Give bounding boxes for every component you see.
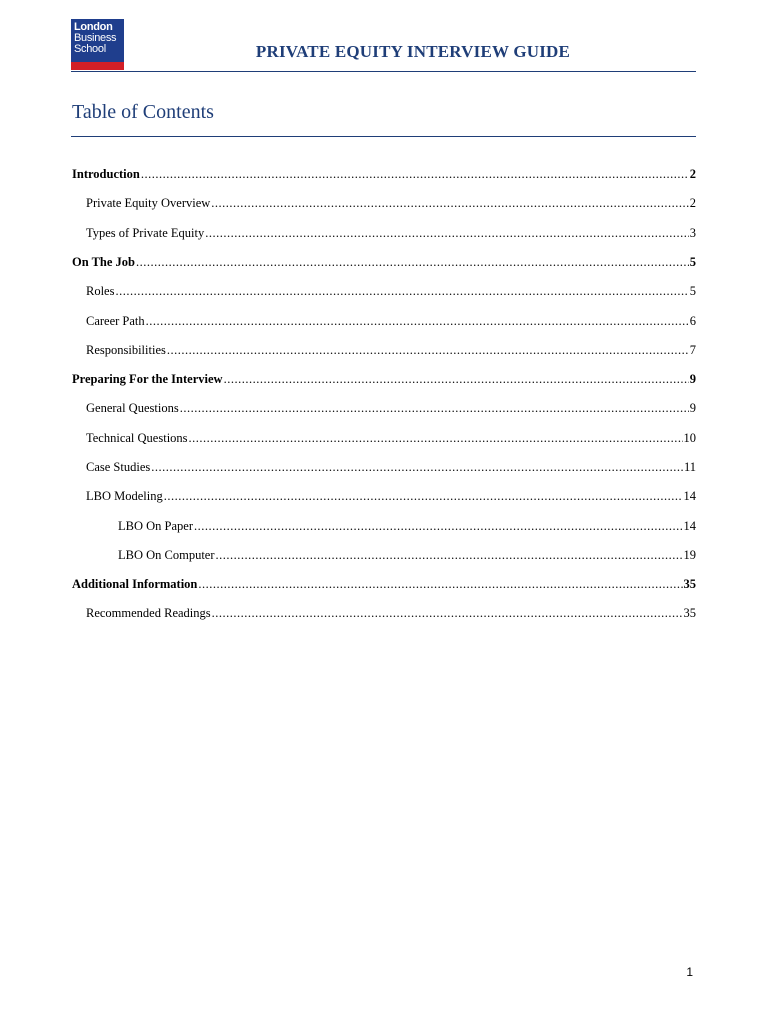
toc-dot-leader (180, 400, 689, 416)
toc-entry-recommended-readings[interactable] (86, 605, 696, 621)
toc-dot-leader (205, 225, 689, 241)
page-number: 1 (686, 965, 693, 979)
toc-entry-page: 14 (683, 519, 696, 533)
toc-entry-page: 9 (689, 372, 696, 386)
toc-entry-case-studies[interactable] (86, 459, 696, 475)
toc-entry-page: 5 (689, 284, 696, 298)
toc-dot-leader (146, 313, 689, 329)
toc-entry-page: 2 (689, 167, 696, 181)
toc-entry-label: LBO Modeling (86, 489, 163, 503)
toc-heading: Table of Contents (72, 101, 214, 123)
toc-dot-leader (151, 459, 683, 475)
london-business-school-logo (71, 19, 124, 70)
toc-entry-page: 11 (683, 460, 696, 474)
toc-entry-lbo-modeling[interactable] (86, 488, 696, 504)
toc-entry-page: 6 (689, 314, 696, 328)
toc-entry-responsibilities[interactable] (86, 342, 696, 358)
toc-dot-leader (136, 254, 689, 270)
document-header-title: PRIVATE EQUITY INTERVIEW GUIDE (255, 42, 571, 61)
toc-entry-preparing-for-the-interview[interactable] (72, 371, 696, 387)
toc-entry-page: 35 (683, 577, 696, 591)
toc-entry-page: 19 (683, 548, 696, 562)
toc-dot-leader (216, 547, 683, 563)
toc-entry-roles[interactable] (86, 283, 696, 299)
toc-dot-leader (198, 576, 682, 592)
toc-dot-leader (115, 283, 688, 299)
toc-entry-label: Additional Information (72, 577, 198, 591)
toc-dot-leader (224, 371, 689, 387)
logo-text-line: London (74, 21, 113, 33)
toc-dot-leader (212, 605, 683, 621)
toc-dot-leader (211, 195, 688, 211)
toc-entry-label: LBO On Computer (118, 548, 215, 562)
toc-entry-lbo-on-computer[interactable] (118, 547, 696, 563)
toc-entry-lbo-on-paper[interactable] (118, 518, 696, 534)
toc-entry-page: 5 (689, 255, 696, 269)
toc-entry-page: 9 (689, 401, 696, 415)
toc-entry-page: 14 (683, 489, 696, 503)
toc-dot-leader (189, 430, 683, 446)
toc-entry-on-the-job[interactable] (72, 254, 696, 270)
toc-entry-label: Case Studies (86, 460, 151, 474)
toc-entry-page: 7 (689, 343, 696, 357)
toc-entry-label: Introduction (72, 167, 140, 181)
header-divider (71, 71, 696, 72)
toc-entry-label: Responsibilities (86, 343, 166, 357)
toc-entry-label: Private Equity Overview (86, 196, 211, 210)
logo-text-line: Business (74, 32, 117, 44)
toc-entry-label: Preparing For the Interview (72, 372, 223, 386)
toc-entry-label: Types of Private Equity (86, 226, 205, 240)
toc-entry-label: Technical Questions (86, 431, 188, 445)
toc-entry-label: General Questions (86, 401, 179, 415)
toc-entry-label: LBO On Paper (118, 519, 193, 533)
toc-entry-page: 10 (683, 431, 696, 445)
logo-text-line: School (74, 43, 106, 55)
toc-entry-page: 2 (689, 196, 696, 210)
toc-entry-introduction[interactable] (72, 166, 696, 182)
toc-dot-leader (167, 342, 689, 358)
toc-entry-technical-questions[interactable] (86, 430, 696, 446)
toc-entry-label: Career Path (86, 314, 145, 328)
toc-dot-leader (194, 518, 683, 534)
toc-dot-leader (164, 488, 683, 504)
toc-entry-label: Recommended Readings (86, 606, 211, 620)
toc-entry-label: Roles (86, 284, 115, 298)
toc-heading-divider (71, 136, 696, 137)
logo-red-bar (71, 62, 124, 70)
toc-entry-general-questions[interactable] (86, 400, 696, 416)
toc-entry-types-of-private-equity[interactable] (86, 225, 696, 241)
toc-entry-page: 35 (683, 606, 696, 620)
toc-entry-page: 3 (689, 226, 696, 240)
toc-entry-additional-information[interactable] (72, 576, 696, 592)
toc-entry-label: On The Job (72, 255, 135, 269)
toc-entry-private-equity-overview[interactable] (86, 195, 696, 211)
toc-entry-career-path[interactable] (86, 313, 696, 329)
toc-dot-leader (141, 166, 689, 182)
